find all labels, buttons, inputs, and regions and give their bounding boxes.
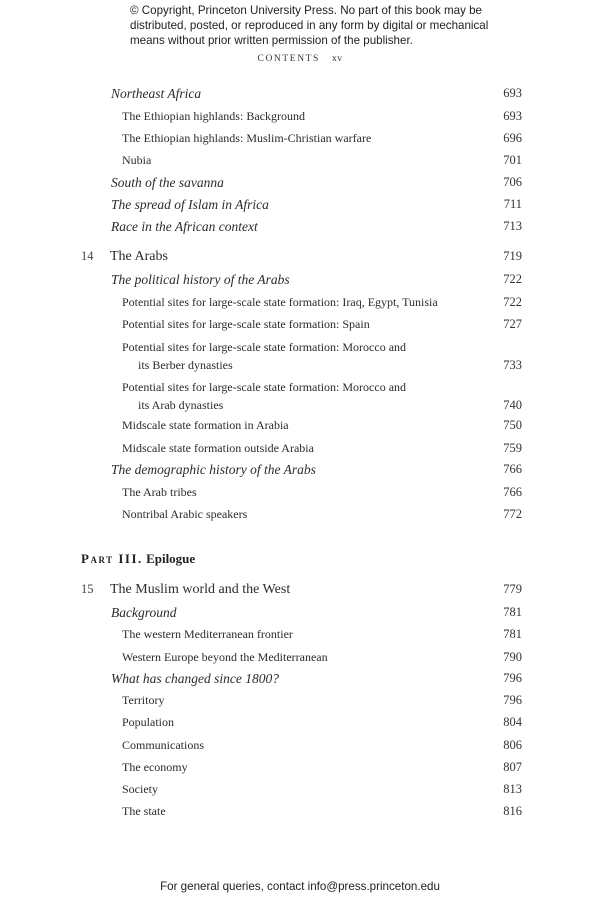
toc-entry[interactable] (0, 131, 600, 153)
toc-entry-title: Western Europe beyond the Mediterranean (122, 650, 328, 664)
toc-entry[interactable] (0, 804, 600, 826)
toc-entry-page: 807 (503, 760, 522, 774)
copyright-notice: © Copyright, Princeton University Press. No part of this book may be distributed, posted, or reproduced in any form by digital or mechanical means without prior written permission of the publisher. (130, 4, 489, 48)
toc-entry[interactable] (0, 219, 600, 241)
toc-entry-page: 779 (503, 582, 522, 596)
part-label: Part III. (81, 551, 143, 566)
toc-entry-page: 766 (503, 485, 522, 499)
toc-entry-page: 696 (503, 131, 522, 145)
toc-entry-page: 790 (503, 650, 522, 664)
toc-entry-title: The state (122, 804, 166, 818)
toc-entry[interactable] (0, 272, 600, 294)
toc-entry-title: Race in the African context (111, 219, 258, 234)
toc-entry-page: 816 (503, 804, 522, 818)
toc-entry-title: Nontribal Arabic speakers (122, 507, 248, 521)
toc-entry[interactable] (0, 760, 600, 782)
toc-entry-title: Population (122, 715, 175, 729)
toc-entry[interactable] (0, 109, 600, 131)
toc-chapter-entry[interactable] (0, 249, 600, 271)
toc-entry[interactable] (0, 153, 600, 175)
toc-entry-title: Background (111, 605, 177, 620)
toc-entry-title-line2: its Berber dynasties (138, 358, 233, 372)
toc-entry-title: The economy (122, 760, 188, 774)
chapter-number: 15 (81, 582, 94, 596)
toc-entry[interactable] (0, 715, 600, 737)
toc-entry-page: 701 (503, 153, 522, 167)
toc-entry-title: Midscale state formation in Arabia (122, 418, 289, 432)
toc-entry-title: The Arab tribes (122, 485, 197, 499)
toc-entry[interactable] (0, 197, 600, 219)
toc-entry-title (122, 378, 406, 414)
running-head (0, 54, 600, 64)
toc-entry-title-line1: Potential sites for large-scale state formation: Morocco and (122, 340, 407, 354)
toc-entry-page: 706 (503, 175, 522, 189)
toc-entry-title (122, 338, 406, 374)
toc-entry-title: Society (122, 782, 158, 796)
toc-entry[interactable] (0, 418, 600, 440)
toc-entry[interactable] (0, 86, 600, 108)
toc-entry-title-line1: Potential sites for large-scale state formation: Morocco and (122, 380, 407, 394)
toc-entry[interactable] (0, 782, 600, 804)
toc-entry-title: Northeast Africa (111, 86, 202, 101)
toc-entry-title: The spread of Islam in Africa (111, 197, 269, 212)
toc-entry-title: Territory (122, 693, 165, 707)
toc-entry[interactable] (0, 175, 600, 197)
toc-entry-title: Midscale state formation outside Arabia (122, 441, 314, 455)
toc-entry[interactable] (0, 605, 600, 627)
toc-entry-page: 693 (503, 86, 522, 100)
toc-entry-page: 719 (503, 249, 522, 263)
part-title: Epilogue (146, 551, 196, 566)
toc-entry[interactable] (0, 378, 600, 418)
toc-entry-title: Communications (122, 738, 204, 752)
toc-entry-page: 781 (503, 627, 522, 641)
toc-entry[interactable] (0, 693, 600, 715)
toc-entry-page: 759 (503, 441, 522, 455)
toc-entry-page: 766 (503, 462, 522, 476)
chapter-number: 14 (81, 249, 94, 263)
toc-entry[interactable] (0, 507, 600, 529)
toc-entry[interactable] (0, 485, 600, 507)
toc-chapter-entry[interactable] (0, 582, 600, 604)
toc-entry-page: 750 (503, 418, 522, 432)
toc-entry-page: 727 (503, 317, 522, 331)
toc-entry-title: The Muslim world and the West (110, 582, 291, 597)
toc-entry-title: The Ethiopian highlands: Muslim-Christian warfare (122, 131, 372, 145)
toc-entry-page: 711 (503, 197, 522, 211)
toc-entry-page: 713 (503, 219, 522, 233)
toc-entry-title: The western Mediterranean frontier (122, 627, 293, 641)
toc-entry-page: 722 (503, 272, 522, 286)
toc-entry-page: 796 (503, 671, 522, 685)
part-heading (81, 551, 195, 567)
toc-entry[interactable] (0, 338, 600, 378)
toc-entry-page: 733 (503, 358, 522, 372)
toc-entry-page: 806 (503, 738, 522, 752)
toc-entry-title: Potential sites for large-scale state formation: Iraq, Egypt, Tunisia (122, 295, 438, 309)
toc-entry[interactable] (0, 738, 600, 760)
toc-entry-page: 740 (503, 398, 522, 412)
toc-entry-title: The political history of the Arabs (111, 272, 290, 287)
footer-contact: For general queries, contact info@press.princeton.edu (160, 880, 440, 893)
toc-entry-page: 804 (503, 715, 522, 729)
toc-entry[interactable] (0, 317, 600, 339)
toc-entry-title: The Ethiopian highlands: Background (122, 109, 305, 123)
toc-entry[interactable] (0, 650, 600, 672)
toc-entry-title-line2: its Arab dynasties (138, 398, 224, 412)
toc-entry-title: Potential sites for large-scale state formation: Spain (122, 317, 370, 331)
toc-entry[interactable] (0, 295, 600, 317)
toc-entry-title: The demographic history of the Arabs (111, 462, 316, 477)
toc-entry-title: South of the savanna (111, 175, 224, 190)
toc-entry-page: 781 (503, 605, 522, 619)
toc-entry-page: 693 (503, 109, 522, 123)
toc-entry-page: 772 (503, 507, 522, 521)
toc-entry[interactable] (0, 441, 600, 463)
toc-entry[interactable] (0, 462, 600, 484)
running-head-page-number: xv (331, 54, 343, 64)
toc-entry-title: The Arabs (110, 249, 168, 264)
toc-entry-title: What has changed since 1800? (111, 671, 279, 686)
running-head-title: CONTENTS (257, 54, 320, 64)
toc-entry[interactable] (0, 671, 600, 693)
toc-entry-page: 722 (503, 295, 522, 309)
toc-entry-page: 813 (503, 782, 522, 796)
toc-entry-page: 796 (503, 693, 522, 707)
toc-entry[interactable] (0, 627, 600, 649)
toc-entry-title: Nubia (122, 153, 152, 167)
